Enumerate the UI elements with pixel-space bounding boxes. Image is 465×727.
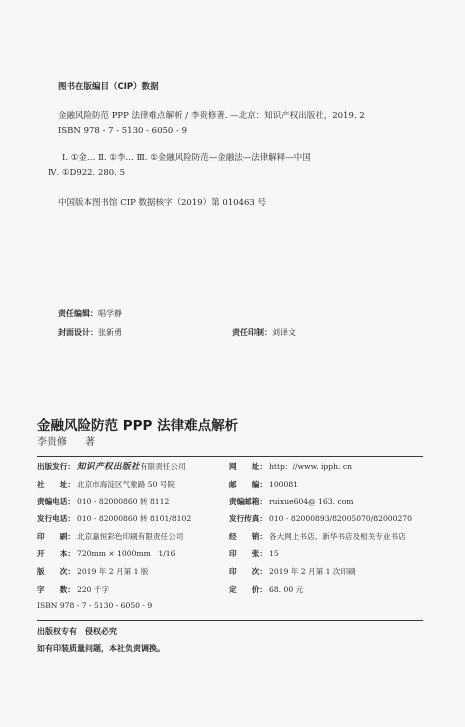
pub-row-value: 100081 (269, 480, 298, 489)
pub-row-key: 邮 编： (229, 480, 267, 489)
pub-row-key: 责编电话： (37, 497, 75, 506)
pub-row-left-7 (37, 585, 109, 595)
pub-row-right-0 (229, 462, 352, 472)
pub-row-value: 010 - 82000860 转 8101/8102 (77, 514, 192, 523)
pub-row-left-8 (37, 601, 152, 611)
pub-row-value: 720mm × 1000mm 1/16 (77, 549, 176, 558)
pub-row-key: 印 次： (229, 567, 267, 576)
pub-row-right-7 (229, 585, 303, 595)
pub-row-value: ISBN 978 - 7 - 5130 - 6050 - 9 (37, 601, 153, 610)
pub-row-value: 有限责任公司 (140, 462, 186, 471)
pub-row-key: 社 址： (37, 480, 75, 489)
cip-subjects: Ⅰ. ①金… Ⅱ. ①李… Ⅲ. ①金融风险防范—金融法—法律解释—中国 (62, 153, 311, 163)
pub-row-key: 开 本： (37, 549, 75, 558)
print-supervisor-name: 刘译文 (272, 328, 296, 337)
cover-designer (58, 327, 122, 338)
responsible-editor-name: 唱学静 (98, 309, 122, 318)
responsible-editor (58, 308, 122, 319)
cip-classification: Ⅳ. ①D922. 280. 5 (48, 168, 125, 178)
pub-row-value: 北京市海淀区气象路 50 号院 (77, 480, 176, 489)
print-supervisor-label: 责任印制： (232, 328, 272, 337)
divider-bottom (37, 620, 423, 621)
cip-record-number: 中国版本图书馆 CIP 数据核字（2019）第 010463 号 (58, 198, 266, 208)
author-name: 李贵修 (37, 437, 67, 448)
pub-row-value: 68. 00 元 (269, 585, 304, 594)
pub-row-value: 010 - 82000893/82005070/82000270 (269, 514, 412, 523)
copyright-notice: 出版权专有 侵权必究 (37, 627, 117, 636)
pub-row-key: 经 销： (229, 532, 267, 541)
pub-row-value: 2019 年 2 月第 1 次印刷 (269, 567, 356, 576)
pub-row-left-0 (37, 462, 186, 472)
book-author-line (37, 433, 95, 448)
pub-row-key: 版 次： (37, 567, 75, 576)
cover-designer-label: 封面设计： (58, 328, 98, 337)
pub-row-key: 责编邮箱： (229, 497, 267, 506)
pub-row-value: http：//www. ipph. cn (269, 462, 353, 471)
pub-row-key: 印 张： (229, 549, 267, 558)
divider-top (37, 456, 423, 457)
pub-row-right-2 (229, 497, 353, 507)
quality-notice: 如有印装质量问题，本社负责调换。 (37, 644, 165, 653)
publisher-logotype: 知识产权出版社 (77, 462, 141, 472)
pub-row-key: 印 刷： (37, 532, 75, 541)
print-supervisor (232, 327, 296, 338)
pub-row-key: 字 数： (37, 585, 75, 594)
pub-row-left-4 (37, 532, 183, 542)
pub-row-right-6 (229, 567, 356, 577)
pub-row-key: 出版发行： (37, 462, 75, 471)
pub-row-left-2 (37, 497, 169, 507)
cover-designer-name: 张新勇 (98, 328, 122, 337)
pub-row-value: 北京嘉恒彩色印刷有限责任公司 (77, 532, 184, 541)
cip-isbn: ISBN 978 - 7 - 5130 - 6050 - 9 (58, 126, 187, 136)
pub-row-left-3 (37, 514, 191, 524)
pub-row-right-4 (229, 532, 406, 542)
pub-row-key: 发行电话： (37, 514, 75, 523)
pub-row-key: 网 址： (229, 462, 267, 471)
pub-row-value: 2019 年 2 月第 1 版 (77, 567, 149, 576)
pub-row-left-6 (37, 567, 148, 577)
author-role: 著 (85, 437, 95, 448)
pub-row-key: 发行传真： (229, 514, 267, 523)
cip-heading: 图书在版编目（CIP）数据 (58, 82, 159, 92)
pub-row-right-3 (229, 514, 412, 524)
pub-row-value: 010 - 82000860 转 8112 (77, 497, 170, 506)
pub-row-left-5 (37, 549, 175, 559)
pub-row-key: 定 价： (229, 585, 267, 594)
pub-row-right-1 (229, 480, 298, 490)
pub-row-value: 各大网上书店、新华书店及相关专业书店 (269, 532, 406, 541)
pub-row-value: 15 (269, 549, 279, 558)
pub-row-right-5 (229, 549, 279, 559)
book-title: 金融风险防范 PPP 法律难点解析 (37, 418, 239, 434)
responsible-editor-label: 责任编辑： (58, 309, 98, 318)
pub-row-left-1 (37, 480, 175, 490)
pub-row-value: 220 千字 (77, 585, 110, 594)
pub-row-value: ruixue604@ 163. com (269, 497, 354, 506)
cip-citation: 金融风险防范 PPP 法律难点解析 / 李贵修著. —北京：知识产权出版社，2019. 2 (58, 111, 365, 121)
